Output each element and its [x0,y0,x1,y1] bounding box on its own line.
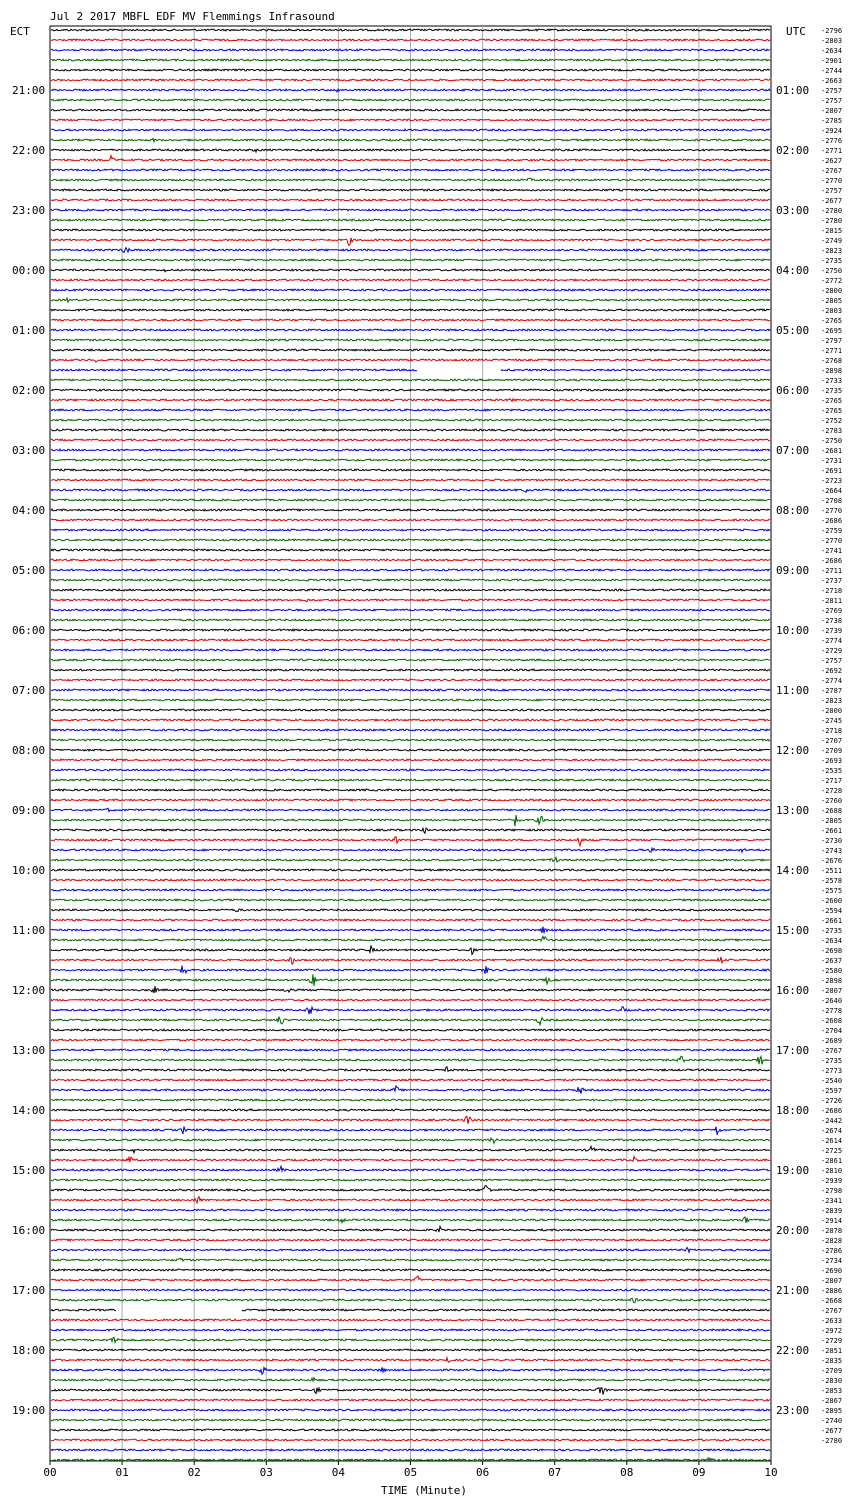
trace-offset-label: -2594 [821,907,843,915]
trace-offset-label: -2803 [821,307,843,315]
trace-offset-label: -2805 [821,297,843,305]
trace-offset-label: -2597 [821,1087,843,1095]
trace-offset-label: -2707 [821,737,843,745]
trace-offset-label: -2901 [821,57,843,65]
ect-hour-label: 14:00 [12,1104,46,1117]
trace-offset-label: -2765 [821,407,843,415]
trace-offset-label: -2637 [821,957,843,965]
trace-offset-label: -2767 [821,1047,843,1055]
trace-offset-label: -2634 [821,47,843,55]
trace-offset-label: -2686 [821,1107,843,1115]
x-tick-label: 07 [548,1466,562,1479]
trace-offset-label: -2731 [821,457,843,465]
trace-offset-label: -2771 [821,347,843,355]
trace-offset-label: -2677 [821,1427,843,1435]
trace-offset-label: -2733 [821,377,843,385]
ect-hour-label: 05:00 [12,564,46,577]
trace-offset-label: -2735 [821,257,843,265]
trace-offset-label: -2780 [821,1437,843,1445]
trace-offset-label: -2924 [821,127,843,135]
trace-offset-label: -2698 [821,947,843,955]
x-tick-label: 09 [692,1466,706,1479]
trace-offset-label: -2600 [821,897,843,905]
utc-hour-label: 14:00 [776,864,810,877]
trace-offset-label: -2634 [821,937,843,945]
utc-hour-label: 02:00 [776,144,810,157]
trace-offset-label: -2661 [821,827,843,835]
trace-offset-label: -2807 [821,1277,843,1285]
utc-hour-label: 16:00 [776,984,810,997]
trace-offset-label: -2828 [821,1237,843,1245]
trace-offset-label: -2757 [821,657,843,665]
trace-offset-label: -2718 [821,587,843,595]
trace-offset-label: -2898 [821,977,843,985]
trace-offset-label: -2745 [821,717,843,725]
utc-hour-label: 15:00 [776,924,810,937]
ect-hour-label: 06:00 [12,624,46,637]
trace-offset-label: -2810 [821,1167,843,1175]
trace-offset-label: -2823 [821,247,843,255]
utc-hour-label: 23:00 [776,1404,810,1417]
left-timezone-label: ECT [10,25,30,38]
x-tick-label: 00 [43,1466,57,1479]
trace-offset-label: -2914 [821,1217,843,1225]
ect-hour-label: 19:00 [12,1404,46,1417]
trace-offset-label: -2759 [821,527,843,535]
x-tick-label: 01 [115,1466,129,1479]
trace-offset-label: -2740 [821,1417,843,1425]
trace-offset-label: -2737 [821,577,843,585]
trace-offset-label: -2939 [821,1177,843,1185]
ect-hour-label: 07:00 [12,684,46,697]
trace-offset-label: -2823 [821,697,843,705]
trace-offset-label: -2787 [821,687,843,695]
trace-offset-label: -2725 [821,1147,843,1155]
trace-offset-label: -2511 [821,867,843,875]
trace-offset-label: -2709 [821,747,843,755]
ect-hour-label: 21:00 [12,84,46,97]
utc-hour-label: 08:00 [776,504,810,517]
x-axis-title: TIME (Minute) [380,1484,468,1497]
ect-hour-label: 17:00 [12,1284,46,1297]
ect-hour-label: 00:00 [12,264,46,277]
trace-offset-label: -2895 [821,1407,843,1415]
trace-offset-label: -2728 [821,787,843,795]
trace-offset-label: -2878 [821,1227,843,1235]
trace-offset-label: -2851 [821,1347,843,1355]
ect-hour-label: 22:00 [12,144,46,157]
ect-hour-label: 09:00 [12,804,46,817]
trace-offset-label: -2800 [821,707,843,715]
trace-offset-label: -2800 [821,287,843,295]
trace-offset-label: -2580 [821,967,843,975]
utc-hour-label: 04:00 [776,264,810,277]
trace-offset-label: -2442 [821,1117,843,1125]
trace-offset-label: -2633 [821,1317,843,1325]
trace-offset-label: -2692 [821,667,843,675]
trace-offset-label: -2786 [821,1247,843,1255]
ect-hour-label: 18:00 [12,1344,46,1357]
trace-offset-label: -2886 [821,1287,843,1295]
utc-hour-label: 22:00 [776,1344,810,1357]
chart-title: Jul 2 2017 MBFL EDF MV Flemmings Infrasound [50,10,335,23]
trace-offset-label: -2689 [821,1037,843,1045]
trace-offset-label: -2664 [821,487,843,495]
trace-offset-label: -2772 [821,277,843,285]
ect-hour-label: 15:00 [12,1164,46,1177]
trace-offset-label: -2750 [821,267,843,275]
trace-offset-label: -2640 [821,997,843,1005]
trace-offset-label: -2839 [821,1207,843,1215]
trace-offset-label: -2807 [821,987,843,995]
utc-hour-label: 18:00 [776,1104,810,1117]
x-tick-label: 04 [331,1466,346,1479]
trace-offset-label: -2668 [821,1297,843,1305]
utc-hour-label: 05:00 [776,324,810,337]
trace-offset-label: -2771 [821,147,843,155]
trace-offset-label: -2835 [821,1357,843,1365]
trace-offset-label: -2723 [821,477,843,485]
x-tick-label: 05 [403,1466,418,1479]
trace-offset-label: -2711 [821,567,843,575]
x-tick-label: 02 [187,1466,201,1479]
utc-hour-label: 13:00 [776,804,810,817]
trace-offset-label: -2765 [821,397,843,405]
trace-offset-label: -2729 [821,647,843,655]
trace-offset-label: -2760 [821,797,843,805]
trace-offset-label: -2803 [821,37,843,45]
trace-offset-label: -2972 [821,1327,843,1335]
trace-offset-label: -2757 [821,87,843,95]
utc-hour-label: 20:00 [776,1224,810,1237]
trace-offset-label: -2752 [821,417,843,425]
ect-hour-label: 12:00 [12,984,46,997]
trace-offset-label: -2774 [821,637,843,645]
trace-offset-label: -2778 [821,1007,843,1015]
trace-offset-label: -2797 [821,337,843,345]
trace-offset-label: -2708 [821,497,843,505]
trace-offset-label: -2743 [821,847,843,855]
trace-offset-label: -2663 [821,77,843,85]
utc-hour-label: 09:00 [776,564,810,577]
trace-offset-label: -2785 [821,117,843,125]
trace-offset-label: -2688 [821,807,843,815]
utc-hour-label: 19:00 [776,1164,810,1177]
trace-offset-label: -2739 [821,627,843,635]
ect-hour-label: 13:00 [12,1044,46,1057]
trace-offset-label: -2765 [821,317,843,325]
trace-offset-label: -2770 [821,537,843,545]
trace-offset-label: -2811 [821,597,843,605]
trace-offset-label: -2341 [821,1197,843,1205]
ect-hour-label: 04:00 [12,504,46,517]
trace-offset-label: -2735 [821,1057,843,1065]
ect-hour-label: 11:00 [12,924,46,937]
trace-offset-label: -2676 [821,857,843,865]
trace-offset-label: -2735 [821,387,843,395]
trace-offset-label: -2796 [821,27,843,35]
trace-offset-label: -2627 [821,157,843,165]
ect-hour-label: 23:00 [12,204,46,217]
trace-offset-label: -2750 [821,437,843,445]
trace-offset-label: -2807 [821,107,843,115]
trace-offset-label: -2798 [821,1187,843,1195]
x-tick-label: 10 [764,1466,778,1479]
trace-offset-label: -2768 [821,357,843,365]
trace-offset-label: -2695 [821,327,843,335]
trace-offset-label: -2861 [821,1157,843,1165]
trace-offset-label: -2704 [821,1027,843,1035]
trace-offset-label: -2730 [821,837,843,845]
trace-offset-label: -2773 [821,1067,843,1075]
trace-offset-label: -2770 [821,177,843,185]
trace-offset-label: -2535 [821,767,843,775]
ect-hour-label: 16:00 [12,1224,46,1237]
trace-offset-label: -2853 [821,1387,843,1395]
trace-offset-label: -2741 [821,547,843,555]
trace-offset-label: -2674 [821,1127,843,1135]
trace-offset-label: -2578 [821,877,843,885]
trace-offset-label: -2726 [821,1097,843,1105]
trace-offset-label: -2767 [821,167,843,175]
x-tick-label: 08 [620,1466,634,1479]
trace-offset-label: -2744 [821,67,843,75]
trace-offset-label: -2780 [821,217,843,225]
utc-hour-label: 10:00 [776,624,810,637]
utc-hour-label: 12:00 [776,744,810,757]
trace-offset-label: -2735 [821,927,843,935]
trace-offset-label: -2780 [821,207,843,215]
trace-offset-label: -2540 [821,1077,843,1085]
trace-offset-label: -2898 [821,367,843,375]
trace-offset-label: -2691 [821,467,843,475]
trace-offset-label: -2729 [821,1337,843,1345]
trace-offset-label: -2757 [821,187,843,195]
ect-hour-label: 08:00 [12,744,46,757]
trace-offset-label: -2709 [821,1367,843,1375]
x-tick-label: 03 [259,1466,273,1479]
trace-offset-label: -2686 [821,517,843,525]
trace-offset-label: -2717 [821,777,843,785]
utc-hour-label: 07:00 [776,444,810,457]
trace-offset-label: -2718 [821,727,843,735]
ect-hour-label: 10:00 [12,864,46,877]
trace-offset-label: -2608 [821,1017,843,1025]
trace-offset-label: -2681 [821,447,843,455]
ect-hour-label: 01:00 [12,324,46,337]
utc-hour-label: 21:00 [776,1284,810,1297]
trace-offset-label: -2734 [821,1257,843,1265]
ect-hour-label: 02:00 [12,384,46,397]
trace-offset-label: -2614 [821,1137,843,1145]
trace-offset-label: -2830 [821,1377,843,1385]
trace-offset-label: -2770 [821,507,843,515]
right-timezone-label: UTC [786,25,806,38]
trace-offset-label: -2805 [821,817,843,825]
trace-offset-label: -2776 [821,137,843,145]
trace-offset-label: -2690 [821,1267,843,1275]
trace-offset-label: -2867 [821,1397,843,1405]
trace-offset-label: -2815 [821,227,843,235]
ect-hour-label: 03:00 [12,444,46,457]
trace-offset-label: -2749 [821,237,843,245]
utc-hour-label: 17:00 [776,1044,810,1057]
trace-offset-label: -2738 [821,617,843,625]
trace-offset-label: -2774 [821,677,843,685]
utc-hour-label: 11:00 [776,684,810,697]
trace-offset-label: -2686 [821,557,843,565]
trace-offset-label: -2757 [821,97,843,105]
trace-offset-label: -2693 [821,757,843,765]
trace-offset-label: -2575 [821,887,843,895]
x-tick-label: 06 [475,1466,490,1479]
utc-hour-label: 01:00 [776,84,810,97]
trace-offset-label: -2767 [821,1307,843,1315]
utc-hour-label: 06:00 [776,384,810,397]
utc-hour-label: 03:00 [776,204,810,217]
trace-offset-label: -2769 [821,607,843,615]
trace-offset-label: -2661 [821,917,843,925]
trace-offset-label: -2677 [821,197,843,205]
trace-offset-label: -2783 [821,427,843,435]
